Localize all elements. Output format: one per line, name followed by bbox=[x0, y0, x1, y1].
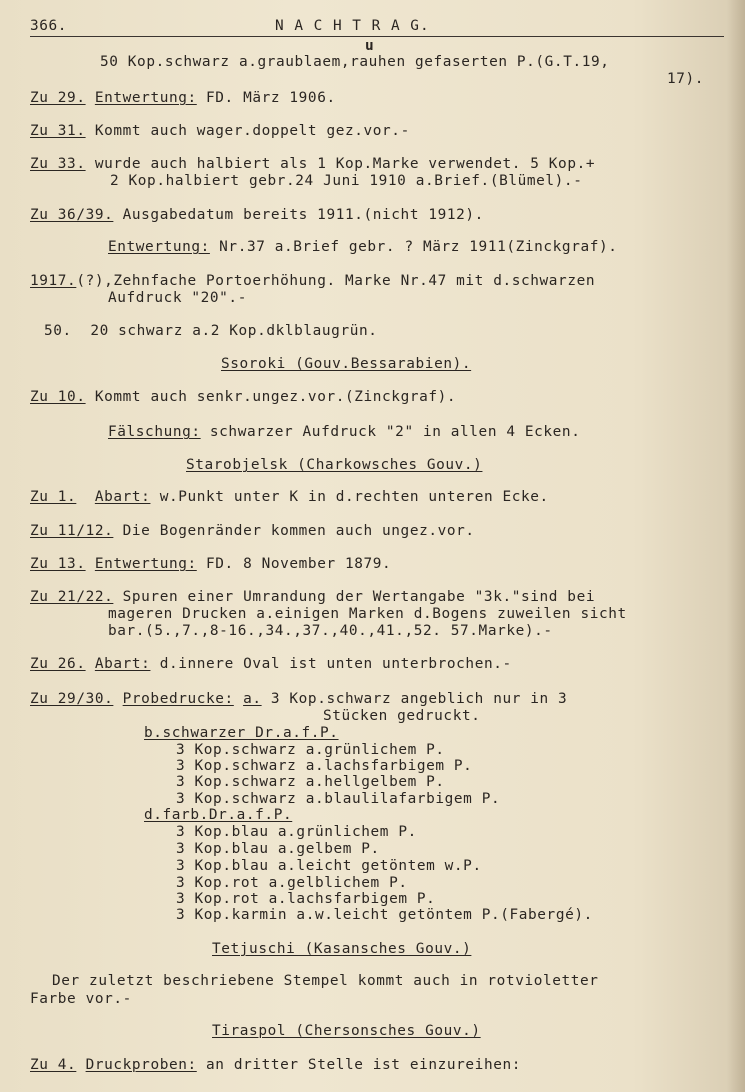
section-heading: Starobjelsk (Charkowsches Gouv.) bbox=[186, 457, 483, 473]
entry-text-cont: Stücken gedruckt. bbox=[323, 708, 481, 724]
entry-line bbox=[30, 272, 595, 290]
entry-text: Kommt auch wager.doppelt gez.vor.- bbox=[85, 123, 410, 139]
entry-line bbox=[30, 655, 512, 673]
list-item: 3 Kop.blau a.leicht getöntem w.P. bbox=[176, 858, 482, 874]
list-item: 3 Kop.schwarz a.grünlichem P. bbox=[176, 742, 445, 758]
entry-label: Druckproben: bbox=[85, 1057, 197, 1073]
entry-text: 50. 20 schwarz a.2 Kop.dklblaugrün. bbox=[44, 323, 378, 339]
section-heading: Ssoroki (Gouv.Bessarabien). bbox=[221, 356, 472, 372]
section-heading: Tetjuschi (Kasansches Gouv.) bbox=[212, 941, 472, 957]
entry-text: Die Bogenränder kommen auch ungez.vor. bbox=[113, 523, 475, 539]
list-item: 3 Kop.schwarz a.hellgelbem P. bbox=[176, 774, 445, 790]
entry-text: 50 Kop.schwarz a.graublaem,rauhen gefaserten P.(G.T.19, bbox=[100, 54, 610, 70]
list-item: 3 Kop.rot a.gelblichem P. bbox=[176, 875, 408, 891]
list-item: 3 Kop.karmin a.w.leicht getöntem P.(Fabergé). bbox=[176, 907, 593, 923]
entry-text: schwarzer Aufdruck "2" in allen 4 Ecken. bbox=[200, 424, 581, 440]
entry-text: Kommt auch senkr.ungez.vor.(Zinckgraf). bbox=[85, 389, 457, 405]
entry-line bbox=[30, 206, 484, 224]
entry-sublabel: d.farb.Dr.a.f.P. bbox=[144, 807, 293, 823]
entry-line bbox=[30, 89, 336, 107]
entry-line bbox=[108, 423, 580, 441]
entry-ref: Zu 1. bbox=[30, 489, 77, 505]
entry-text-cont: Farbe vor.- bbox=[30, 991, 132, 1007]
entry-text: 3 Kop.schwarz angeblich nur in 3 bbox=[261, 691, 568, 707]
entry-text: Spuren einer Umrandung der Wertangabe "3k."sind bei bbox=[113, 589, 596, 605]
entry-ref: 1917. bbox=[30, 273, 77, 289]
entry-label: Abart: bbox=[94, 656, 151, 672]
entry-label: Entwertung: bbox=[94, 90, 197, 106]
entry-label: Entwertung: bbox=[108, 239, 210, 255]
entry-line bbox=[30, 488, 549, 506]
header-rule bbox=[30, 36, 724, 37]
entry-text: (?),Zehnfache Portoerhöhung. Marke Nr.47 mit d.schwarzen bbox=[76, 273, 596, 289]
entry-ref: Zu 21/22. bbox=[30, 589, 114, 605]
entry-sublabel: b.schwarzer Dr.a.f.P. bbox=[144, 725, 339, 741]
page-title: N A C H T R A G. bbox=[275, 18, 430, 34]
entry-text-cont: 17). bbox=[667, 71, 705, 87]
entry-ref: Zu 4. bbox=[30, 1057, 77, 1073]
list-item: 3 Kop.rot a.lachsfarbigem P. bbox=[176, 891, 436, 907]
entry-label: Probedrucke: bbox=[122, 691, 234, 707]
entry-text: an dritter Stelle ist einzureihen: bbox=[196, 1057, 522, 1073]
list-item: 3 Kop.blau a.gelbem P. bbox=[176, 841, 380, 857]
entry-ref: Zu 26. bbox=[30, 656, 86, 672]
entry-line bbox=[30, 690, 567, 708]
entry-line bbox=[30, 122, 410, 140]
entry-line bbox=[30, 1056, 521, 1074]
entry-ref: Zu 31. bbox=[30, 123, 86, 139]
correction-mark: u bbox=[365, 38, 375, 54]
entry-text: Der zuletzt beschriebene Stempel kommt auch in rotvioletter bbox=[52, 973, 599, 989]
entry-line bbox=[30, 588, 595, 606]
list-item: 3 Kop.schwarz a.lachsfarbigem P. bbox=[176, 758, 473, 774]
section-heading: Tiraspol (Chersonsches Gouv.) bbox=[212, 1023, 481, 1039]
page-edge-shadow bbox=[727, 0, 745, 1092]
entry-line bbox=[30, 522, 475, 540]
entry-text-cont: bar.(5.,7.,8-16.,34.,37.,40.,41.,52. 57.Marke).- bbox=[108, 623, 553, 639]
entry-label: Abart: bbox=[94, 489, 151, 505]
list-item: 3 Kop.schwarz a.blaulilafarbigem P. bbox=[176, 791, 501, 807]
entry-label: Entwertung: bbox=[94, 556, 197, 572]
entry-text-cont: 2 Kop.halbiert gebr.24 Juni 1910 a.Brief.(Blümel).- bbox=[110, 173, 583, 189]
entry-text-cont: Aufdruck "20".- bbox=[108, 290, 247, 306]
page-number: 366. bbox=[30, 18, 68, 34]
entry-ref: Zu 11/12. bbox=[30, 523, 114, 539]
entry-line bbox=[30, 155, 595, 173]
entry-line bbox=[30, 555, 391, 573]
list-item: 3 Kop.blau a.grünlichem P. bbox=[176, 824, 417, 840]
entry-text: FD. 8 November 1879. bbox=[196, 556, 392, 572]
entry-ref: Zu 10. bbox=[30, 389, 86, 405]
entry-text-cont: mageren Drucken a.einigen Marken d.Bogens zuweilen sicht bbox=[108, 606, 627, 622]
entry-text: w.Punkt unter K in d.rechten unteren Ecke. bbox=[150, 489, 549, 505]
entry-ref: Zu 36/39. bbox=[30, 207, 114, 223]
entry-sublabel: a. bbox=[243, 691, 262, 707]
entry-line bbox=[30, 388, 456, 406]
entry-ref: Zu 29/30. bbox=[30, 691, 114, 707]
entry-text: Nr.37 a.Brief gebr. ? März 1911(Zinckgraf). bbox=[209, 239, 618, 255]
entry-text: d.innere Oval ist unten unterbrochen.- bbox=[150, 656, 512, 672]
entry-label: Fälschung: bbox=[108, 424, 201, 440]
entry-line bbox=[108, 238, 618, 256]
entry-ref: Zu 33. bbox=[30, 156, 86, 172]
entry-text: Ausgabedatum bereits 1911.(nicht 1912). bbox=[113, 207, 484, 223]
entry-text: wurde auch halbiert als 1 Kop.Marke verwendet. 5 Kop.+ bbox=[85, 156, 596, 172]
entry-ref: Zu 29. bbox=[30, 90, 86, 106]
entry-text: FD. März 1906. bbox=[196, 90, 336, 106]
entry-ref: Zu 13. bbox=[30, 556, 86, 572]
